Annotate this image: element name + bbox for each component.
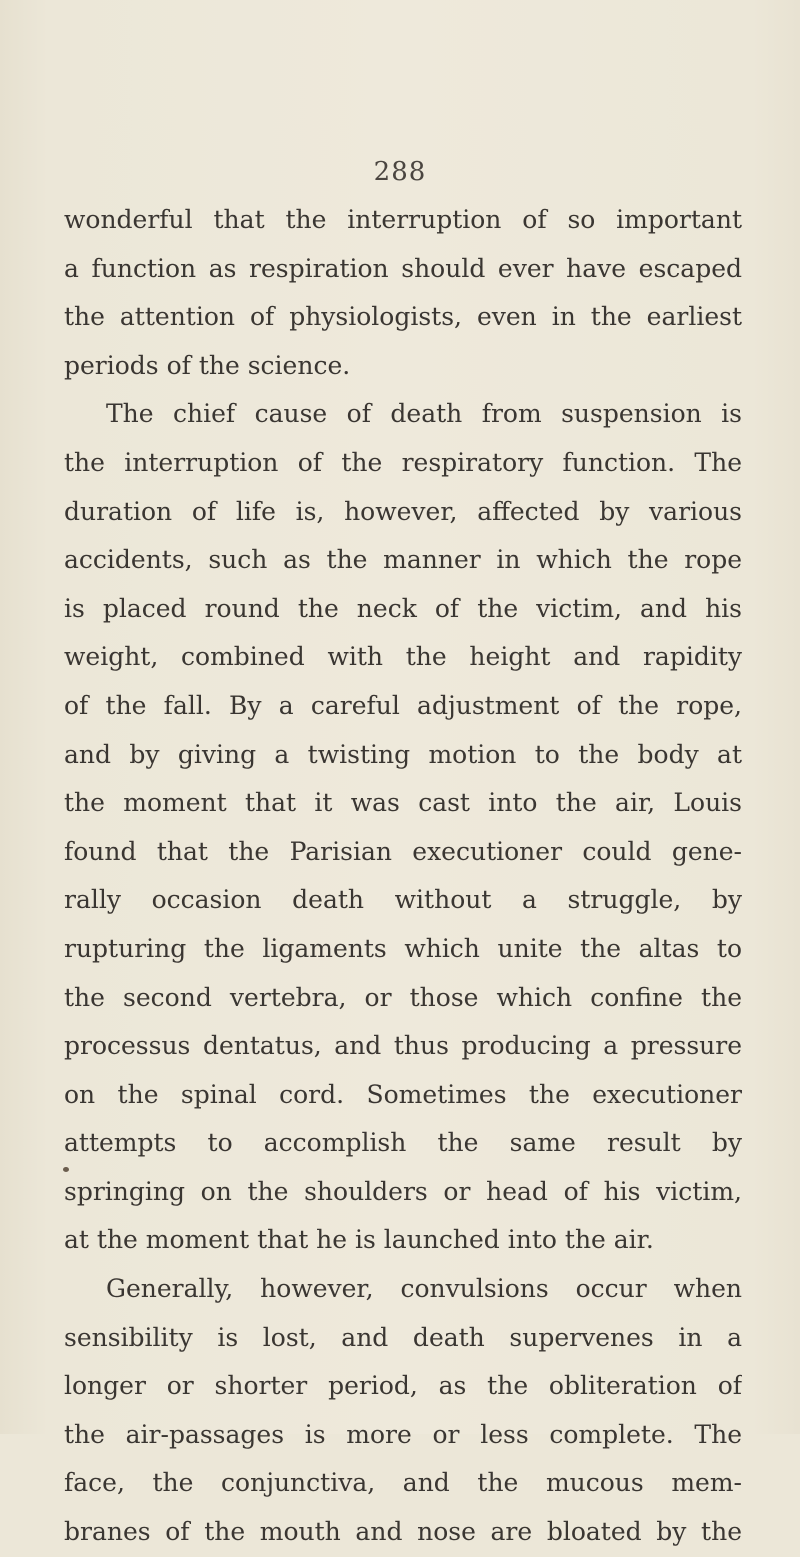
text-line: branes of the mouth and nose are bloated by the (64, 1517, 742, 1547)
body-text (64, 196, 742, 1557)
text-line: the moment that it was cast into the air, Louis (64, 788, 742, 818)
text-line: the second vertebra, or those which confine the (64, 982, 742, 1012)
text-line: sensibility is lost, and death supervenes in a (64, 1322, 742, 1352)
text-line: the attention of physiologists, even in the earliest (64, 302, 742, 332)
text-line: attempts to accomplish the same result by (64, 1128, 742, 1158)
text-line: is placed round the neck of the victim, and his (64, 593, 742, 623)
text-line: rupturing the ligaments which unite the altas to (64, 933, 742, 963)
page-number: 288 (373, 157, 427, 187)
text-line: weight, combined with the height and rapidity (64, 642, 742, 672)
paragraph-start-line: The chief cause of death from suspension is (106, 399, 742, 429)
text-line: face, the conjunctiva, and the mucous mem- (64, 1468, 742, 1498)
text-line: a function as respiration should ever have escaped (64, 253, 742, 283)
text-line: of the fall. By a careful adjustment of the rope, (64, 690, 742, 720)
text-line: on the spinal cord. Sometimes the executioner (64, 1079, 742, 1109)
text-line: duration of life is, however, affected by various (64, 496, 742, 526)
text-line: and by giving a twisting motion to the body at (64, 739, 742, 769)
text-line: springing on the shoulders or head of his victim, (64, 1176, 742, 1206)
text-line: the interruption of the respiratory function. The (64, 447, 742, 477)
text-line: wonderful that the interruption of so important (64, 205, 742, 234)
text-line: accidents, such as the manner in which the rope (64, 545, 742, 575)
ink-spot (63, 1167, 69, 1172)
text-line: found that the Parisian executioner could gene- (64, 836, 742, 866)
text-line: longer or shorter period, as the obliteration of (64, 1371, 742, 1401)
text-line: at the moment that he is launched into the air. (64, 1225, 654, 1255)
text-line: the air-passages is more or less complete. The (64, 1419, 742, 1449)
paragraph-start-line: Generally, however, convulsions occur when (106, 1274, 742, 1304)
text-line: processus dentatus, and thus producing a pressure (64, 1031, 742, 1061)
text-line: periods of the science. (64, 350, 351, 380)
text-line: rally occasion death without a struggle, by (64, 885, 742, 915)
